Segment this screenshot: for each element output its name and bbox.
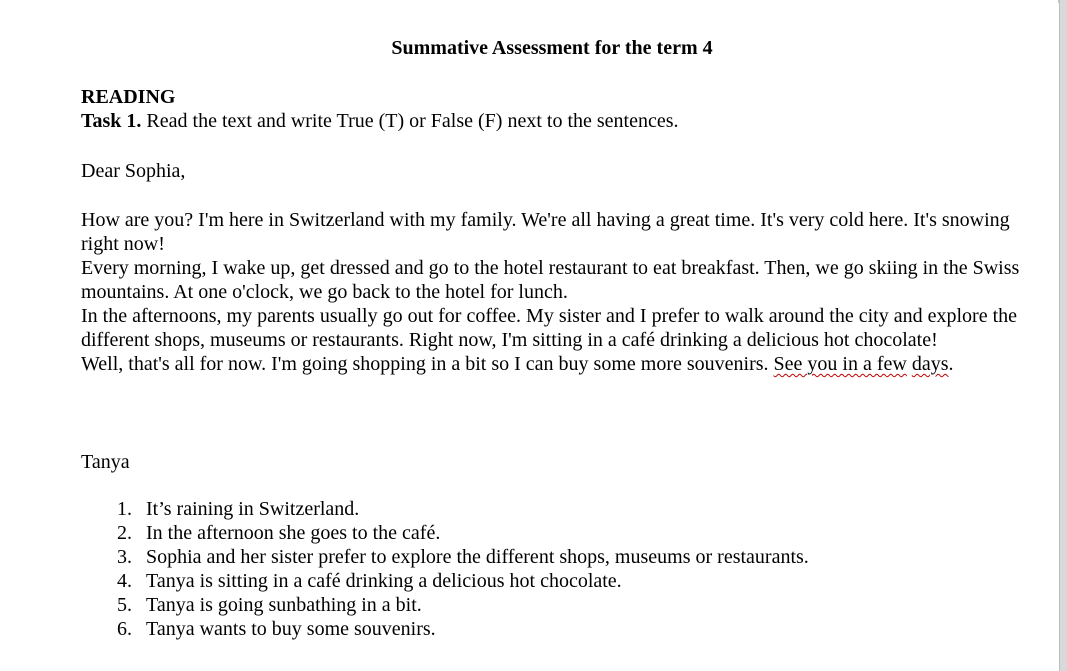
- question-text: It’s raining in Switzerland.: [146, 498, 360, 520]
- question-text: Tanya wants to buy some souvenirs.: [146, 618, 436, 640]
- question-text: Tanya is sitting in a café drinking a delicious hot chocolate.: [146, 570, 622, 592]
- question-number: 5.: [117, 594, 132, 616]
- letter-greeting: Dear Sophia,: [81, 160, 186, 182]
- task-instruction-text: Read the text and write True (T) or False (F) next to the sentences.: [141, 110, 679, 132]
- letter-paragraph: Every morning, I wake up, get dressed and go to the hotel restaurant to eat breakfast. Then, we go skiing in the Swiss mountains. At one o'clock, we go back to the hotel for lunch.: [81, 257, 1020, 303]
- closing-sentence: Well, that's all for now. I'm going shopping in a bit so I can buy some more souvenirs.: [81, 353, 774, 375]
- document-title: Summative Assessment for the term 4: [391, 37, 713, 59]
- question-item: [0, 545, 1000, 569]
- question-item: [0, 593, 1000, 617]
- question-item: [0, 569, 1000, 593]
- question-number: 1.: [117, 498, 132, 520]
- spellcheck-flagged-word[interactable]: days: [911, 353, 949, 375]
- spellcheck-flagged-phrase[interactable]: See you in a few: [773, 353, 907, 375]
- question-item: [0, 617, 1000, 641]
- letter-paragraph: In the afternoons, my parents usually go out for coffee. My sister and I prefer to walk around the city and explore the different shops, museums or restaurants. Right now, I'm sitting in a café drinking a delicious hot chocolate!: [81, 305, 1018, 351]
- task-instruction: [81, 109, 1026, 133]
- question-item: [0, 497, 1000, 521]
- question-item: [0, 521, 1000, 545]
- section-heading: READING: [81, 86, 176, 108]
- letter-paragraph-closing: [81, 352, 1026, 376]
- window-right-border: [1059, 0, 1067, 671]
- letter-paragraph: How are you? I'm here in Switzerland with my family. We're all having a great time. It's very cold here. It's snowing right now!: [81, 209, 1010, 255]
- task-label: Task 1.: [81, 110, 142, 132]
- question-number: 6.: [117, 618, 132, 640]
- question-number: 2.: [117, 522, 132, 544]
- question-text: Tanya is going sunbathing in a bit.: [146, 594, 422, 616]
- letter-signature: Tanya: [81, 451, 130, 473]
- question-list: [0, 497, 1000, 641]
- question-text: In the afternoon she goes to the café.: [146, 522, 441, 544]
- closing-period: .: [948, 353, 954, 375]
- question-number: 4.: [117, 570, 132, 592]
- question-number: 3.: [117, 546, 132, 568]
- question-text: Sophia and her sister prefer to explore the different shops, museums or restaurants.: [146, 546, 809, 568]
- letter-body: [81, 208, 1026, 376]
